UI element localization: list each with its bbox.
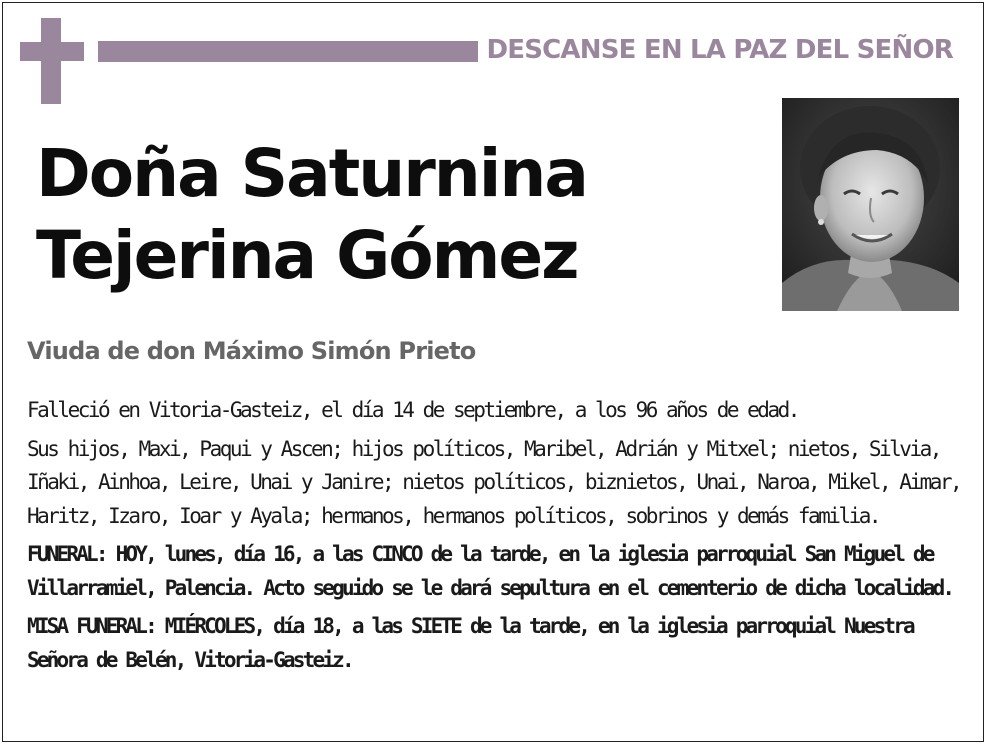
deceased-name-line2: Tejerina Gómez [36, 217, 578, 294]
death-notice-paragraph: Falleció en Vitoria-Gasteiz, el día 14 de septiembre, a los 96 años de edad. [27, 398, 798, 422]
obituary-notice [2, 2, 984, 742]
funeral-paragraph: FUNERAL: HOY, lunes, día 16, a las CINCO de la tarde, en la iglesia parroquial San Miguel de Villarramiel, Palencia. Acto seguido se le dará sepultura en el cementerio de dicha localidad. [27, 542, 953, 600]
obituary-body [27, 394, 962, 682]
portrait-photo [782, 98, 959, 311]
widow-subtitle: Viuda de don Máximo Simón Prieto [27, 337, 476, 365]
cross-icon [20, 18, 84, 104]
header-title: DESCANSE EN LA PAZ DEL SEÑOR [486, 35, 953, 65]
deceased-name-line1: Doña Saturnina [36, 135, 587, 212]
family-paragraph: Sus hijos, Maxi, Paqui y Ascen; hijos políticos, Maribel, Adrián y Mitxel; nietos, Silvia, Iñaki, Ainhoa, Leire, Unai y Janire; nietos políticos, biznietos, Unai, Naroa, Mikel, Aimar, Haritz, Izaro, Ioar y Ayala; hermanos, hermanos políticos, sobrinos y demás familia. [27, 436, 961, 528]
deceased-name [36, 133, 587, 297]
header-divider-bar [98, 41, 478, 62]
mass-paragraph: MISA FUNERAL: MIÉRCOLES, día 18, a las SIETE de la tarde, en la iglesia parroquial Nuestra Señora de Belén, Vitoria-Gasteiz. [27, 614, 913, 672]
